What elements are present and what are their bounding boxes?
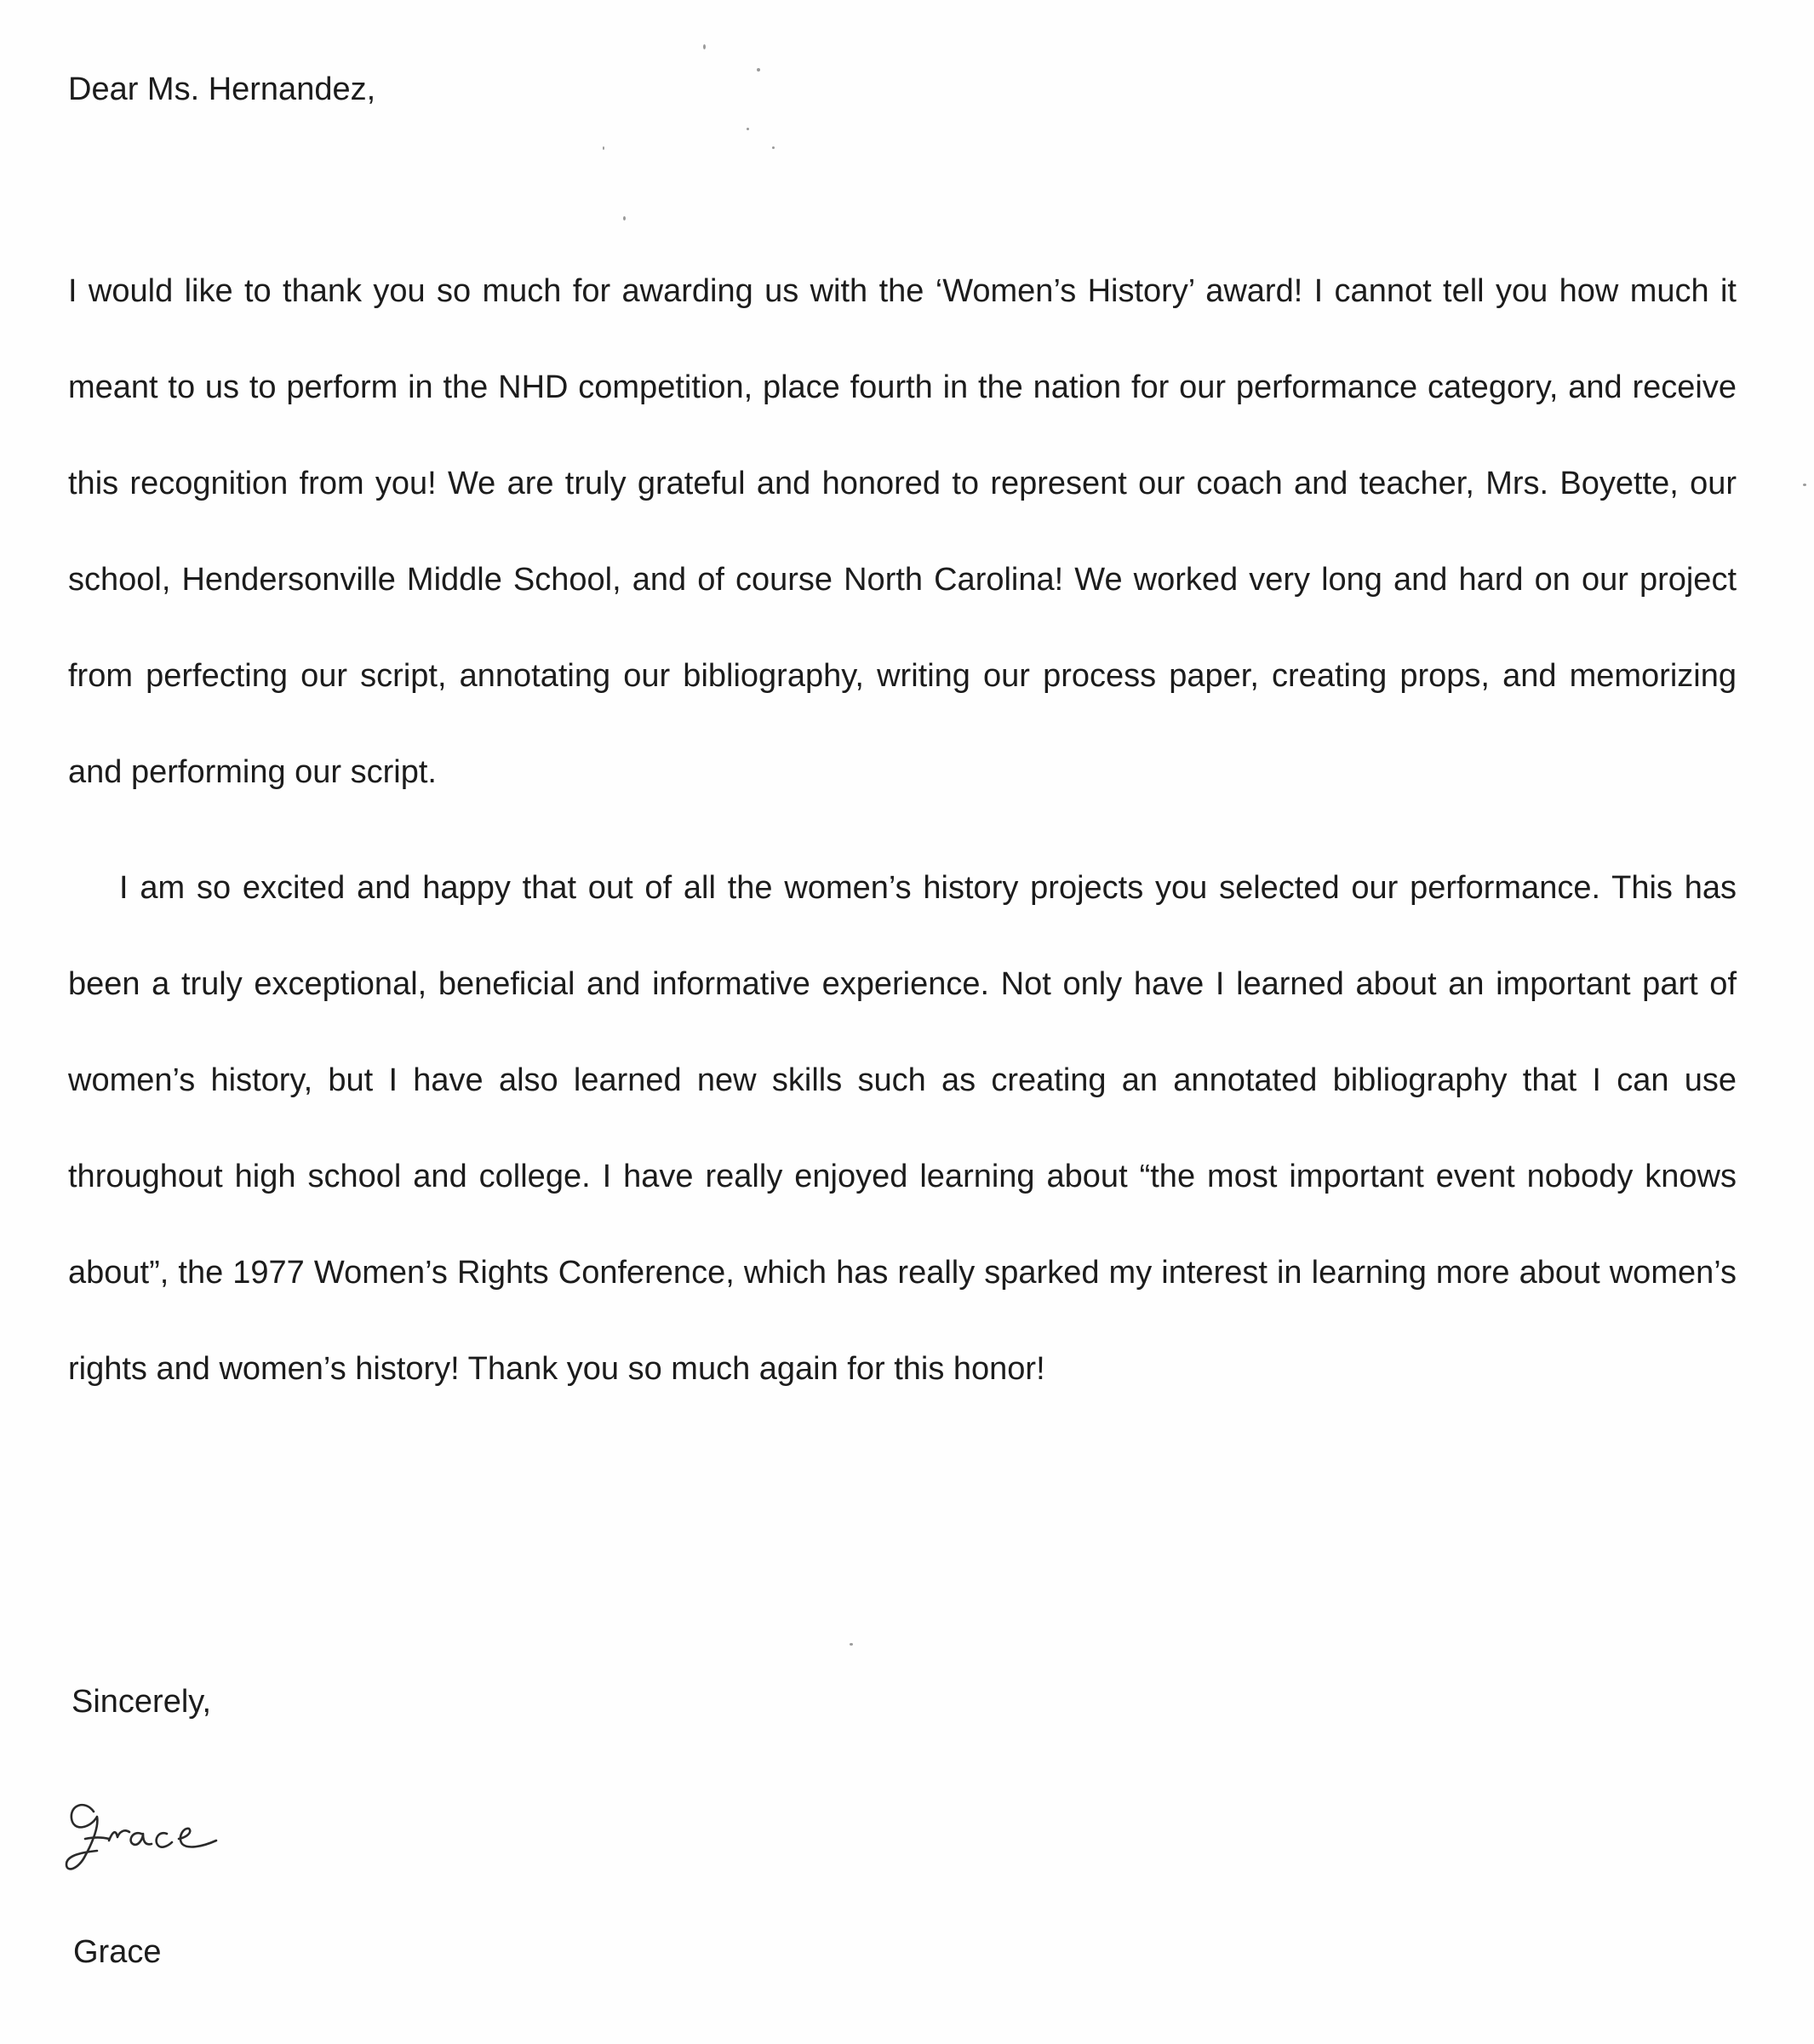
scan-speck (623, 216, 626, 220)
body-paragraph: I am so excited and happy that out of all the women’s history projects you selected our performance. This has been a truly exceptional, beneficial and informative experience. Not only have I learned about an important part of women’s history, but I have also learned new skills such as creating an annotated bibliography that I can use throughout high school and college. I have really enjoyed learning about “the most important event nobody knows about”, the 1977 Women’s Rights Conference, which has really sparked my interest in learning more about women’s rights and women’s history! Thank you so much again for this honor! (68, 870, 1737, 1387)
scan-speck (603, 146, 604, 150)
scan-speck (703, 44, 706, 49)
handwritten-signature (60, 1788, 272, 1890)
signer-name: Grace (73, 1934, 162, 1970)
body-paragraph: I would like to thank you so much for awarding us with the ‘Women’s History’ award! I cannot tell you how much it meant to us to perform in the NHD competition, place fourth in the nation for our performance category, and receive this recognition from you! We are truly grateful and honored to represent our coach and teacher, Mrs. Boyette, our school, Hendersonville Middle School, and of course North Carolina! We worked very long and hard on our project from perfecting our script, annotating our bibliography, writing our process paper, creating props, and memorizing and performing our script. (68, 273, 1737, 790)
scan-speck (757, 68, 760, 72)
scan-speck (747, 128, 749, 130)
scan-speck (850, 1643, 853, 1646)
salutation: Dear Ms. Hernandez, (68, 72, 376, 107)
closing: Sincerely, (72, 1684, 212, 1720)
scan-speck (1803, 484, 1806, 486)
scan-speck (772, 146, 775, 149)
